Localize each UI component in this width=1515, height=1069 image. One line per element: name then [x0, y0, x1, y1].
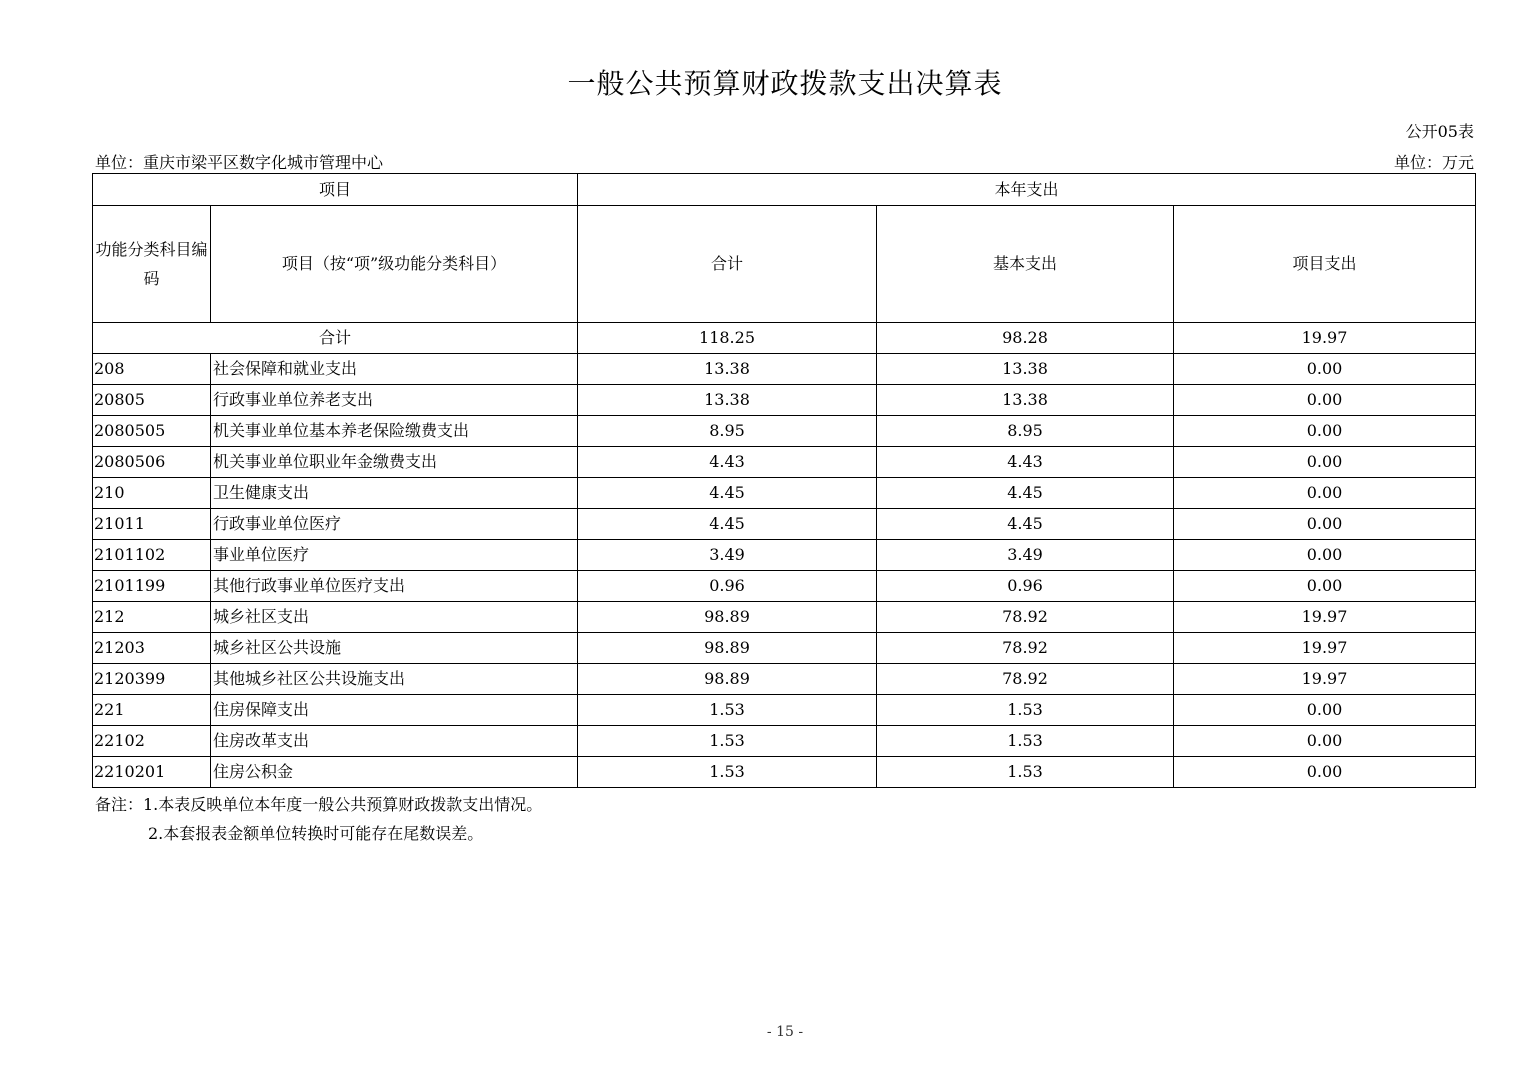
row-code: 208 — [93, 354, 211, 385]
currency-unit: 单位：万元 — [1393, 153, 1474, 172]
table-row — [93, 602, 1476, 633]
table-row — [93, 354, 1476, 385]
row-name: 机关事业单位基本养老保险缴费支出 — [211, 416, 578, 447]
row-basic: 78.92 — [877, 664, 1174, 695]
row-total: 8.95 — [578, 416, 877, 447]
row-code: 21203 — [93, 633, 211, 664]
row-basic: 0.96 — [877, 571, 1174, 602]
page-number: - 15 - — [766, 1024, 804, 1040]
total-project: 19.97 — [1174, 323, 1476, 354]
table-row — [93, 540, 1476, 571]
row-total: 4.45 — [578, 478, 877, 509]
row-name: 卫生健康支出 — [211, 478, 578, 509]
table-row — [93, 509, 1476, 540]
row-project: 0.00 — [1174, 385, 1476, 416]
header-item: 项目（按“项”级功能分类科目） — [211, 206, 578, 323]
row-project: 19.97 — [1174, 602, 1476, 633]
table-row — [93, 664, 1476, 695]
row-name: 住房保障支出 — [211, 695, 578, 726]
table-row — [93, 571, 1476, 602]
row-name: 城乡社区公共设施 — [211, 633, 578, 664]
header-code: 功能分类科目编码 — [93, 206, 211, 323]
row-name: 住房改革支出 — [211, 726, 578, 757]
row-code: 221 — [93, 695, 211, 726]
row-total: 98.89 — [578, 633, 877, 664]
row-total: 1.53 — [578, 757, 877, 788]
notes — [95, 790, 542, 848]
expenditure-table — [92, 173, 1476, 788]
row-basic: 13.38 — [877, 354, 1174, 385]
row-code: 2080506 — [93, 447, 211, 478]
row-basic: 4.43 — [877, 447, 1174, 478]
row-project: 0.00 — [1174, 726, 1476, 757]
total-row — [93, 323, 1476, 354]
row-total: 98.89 — [578, 602, 877, 633]
row-name: 住房公积金 — [211, 757, 578, 788]
table-row — [93, 385, 1476, 416]
header-this-year: 本年支出 — [578, 174, 1476, 206]
row-total: 13.38 — [578, 385, 877, 416]
row-project: 0.00 — [1174, 757, 1476, 788]
total-label: 合计 — [93, 323, 578, 354]
row-total: 13.38 — [578, 354, 877, 385]
row-basic: 8.95 — [877, 416, 1174, 447]
table-row — [93, 633, 1476, 664]
table-row — [93, 447, 1476, 478]
page-title: 一般公共预算财政拨款支出决算表 — [567, 67, 1003, 100]
row-total: 0.96 — [578, 571, 877, 602]
row-name: 行政事业单位养老支出 — [211, 385, 578, 416]
row-basic: 4.45 — [877, 478, 1174, 509]
row-project: 0.00 — [1174, 354, 1476, 385]
row-project: 19.97 — [1174, 633, 1476, 664]
table-row — [93, 478, 1476, 509]
row-name: 机关事业单位职业年金缴费支出 — [211, 447, 578, 478]
header-basic: 基本支出 — [877, 206, 1174, 323]
note-2: 2.本套报表金额单位转换时可能存在尾数误差。 — [148, 824, 484, 843]
row-name: 行政事业单位医疗 — [211, 509, 578, 540]
table-row — [93, 416, 1476, 447]
row-project: 0.00 — [1174, 509, 1476, 540]
row-total: 1.53 — [578, 726, 877, 757]
table-row — [93, 726, 1476, 757]
row-name: 城乡社区支出 — [211, 602, 578, 633]
header-project: 项目 — [93, 174, 578, 206]
row-project: 19.97 — [1174, 664, 1476, 695]
row-name: 其他城乡社区公共设施支出 — [211, 664, 578, 695]
row-project: 0.00 — [1174, 447, 1476, 478]
row-code: 22102 — [93, 726, 211, 757]
row-project: 0.00 — [1174, 695, 1476, 726]
row-code: 20805 — [93, 385, 211, 416]
row-basic: 13.38 — [877, 385, 1174, 416]
row-basic: 1.53 — [877, 695, 1174, 726]
row-name: 社会保障和就业支出 — [211, 354, 578, 385]
total-basic: 98.28 — [877, 323, 1174, 354]
row-basic: 3.49 — [877, 540, 1174, 571]
form-number: 公开05表 — [1405, 122, 1474, 141]
row-project: 0.00 — [1174, 416, 1476, 447]
row-project: 0.00 — [1174, 540, 1476, 571]
note-1: 备注：1.本表反映单位本年度一般公共预算财政拨款支出情况。 — [95, 795, 543, 814]
header-total: 合计 — [578, 206, 877, 323]
row-basic: 78.92 — [877, 633, 1174, 664]
table-row — [93, 757, 1476, 788]
row-basic: 4.45 — [877, 509, 1174, 540]
row-code: 2101102 — [93, 540, 211, 571]
row-code: 2101199 — [93, 571, 211, 602]
header-row-1 — [93, 174, 1476, 206]
total-total: 118.25 — [578, 323, 877, 354]
row-code: 2120399 — [93, 664, 211, 695]
reporting-unit: 单位：重庆市梁平区数字化城市管理中心 — [95, 153, 384, 172]
row-basic: 1.53 — [877, 726, 1174, 757]
row-code: 21011 — [93, 509, 211, 540]
row-code: 212 — [93, 602, 211, 633]
row-name: 其他行政事业单位医疗支出 — [211, 571, 578, 602]
row-total: 1.53 — [578, 695, 877, 726]
row-basic: 1.53 — [877, 757, 1174, 788]
row-project: 0.00 — [1174, 478, 1476, 509]
header-row-2 — [93, 206, 1476, 323]
header-project-exp: 项目支出 — [1174, 206, 1476, 323]
row-total: 4.43 — [578, 447, 877, 478]
row-basic: 78.92 — [877, 602, 1174, 633]
row-code: 2210201 — [93, 757, 211, 788]
row-total: 3.49 — [578, 540, 877, 571]
row-total: 98.89 — [578, 664, 877, 695]
row-code: 2080505 — [93, 416, 211, 447]
row-code: 210 — [93, 478, 211, 509]
table-row — [93, 695, 1476, 726]
row-name: 事业单位医疗 — [211, 540, 578, 571]
row-project: 0.00 — [1174, 571, 1476, 602]
row-total: 4.45 — [578, 509, 877, 540]
